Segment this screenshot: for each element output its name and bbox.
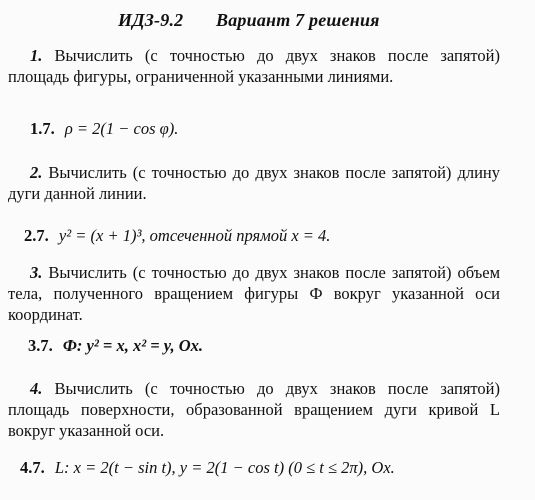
- formula-number: 1.7.: [30, 119, 55, 138]
- task-text: Вычислить (с точностью до двух знаков после запятой) площадь фигуры, ограниченной указанными линиями.: [8, 46, 501, 86]
- task-number: 2.: [30, 163, 43, 182]
- formula-number: 2.7.: [24, 226, 49, 245]
- task-3-formula: [28, 335, 203, 356]
- task-2-statement: [8, 162, 500, 204]
- variant-title: Вариант 7 решения: [216, 10, 380, 30]
- formula-expression: L: x = 2(t − sin t), y = 2(1 − cos t) (0 ≤ t ≤ 2π), Ox.: [54, 458, 395, 477]
- task-1-statement: [8, 45, 500, 87]
- task-4-formula: [20, 457, 395, 478]
- formula-expression: y² = (x + 1)³, отсеченной прямой x = 4.: [58, 226, 331, 245]
- task-number: 3.: [30, 263, 43, 282]
- assignment-code: ИДЗ-9.2: [118, 10, 184, 30]
- task-number: 4.: [30, 379, 43, 398]
- formula-expression: ρ = 2(1 − cos φ).: [64, 119, 179, 138]
- task-2-formula: [24, 225, 330, 246]
- document-header: [118, 10, 428, 34]
- task-1-formula: [30, 118, 178, 139]
- task-number: 1.: [30, 46, 43, 65]
- task-text: Вычислить (с точностью до двух знаков после запятой) длину дуги данной линии.: [8, 163, 500, 203]
- task-text: Вычислить (с точностью до двух знаков после запятой) площадь поверхности, образованной вращением дуги кривой L вокруг указанной оси.: [8, 379, 501, 440]
- task-text: Вычислить (с точностью до двух знаков после запятой) объем тела, полученного вращением фигуры Ф вокруг указанной оси координат.: [8, 263, 501, 324]
- formula-number: 4.7.: [20, 458, 45, 477]
- task-4-statement: [8, 378, 500, 441]
- formula-number: 3.7.: [28, 336, 53, 355]
- formula-expression: Ф: y² = x, x² = y, Ox.: [62, 336, 204, 355]
- task-3-statement: [8, 262, 500, 325]
